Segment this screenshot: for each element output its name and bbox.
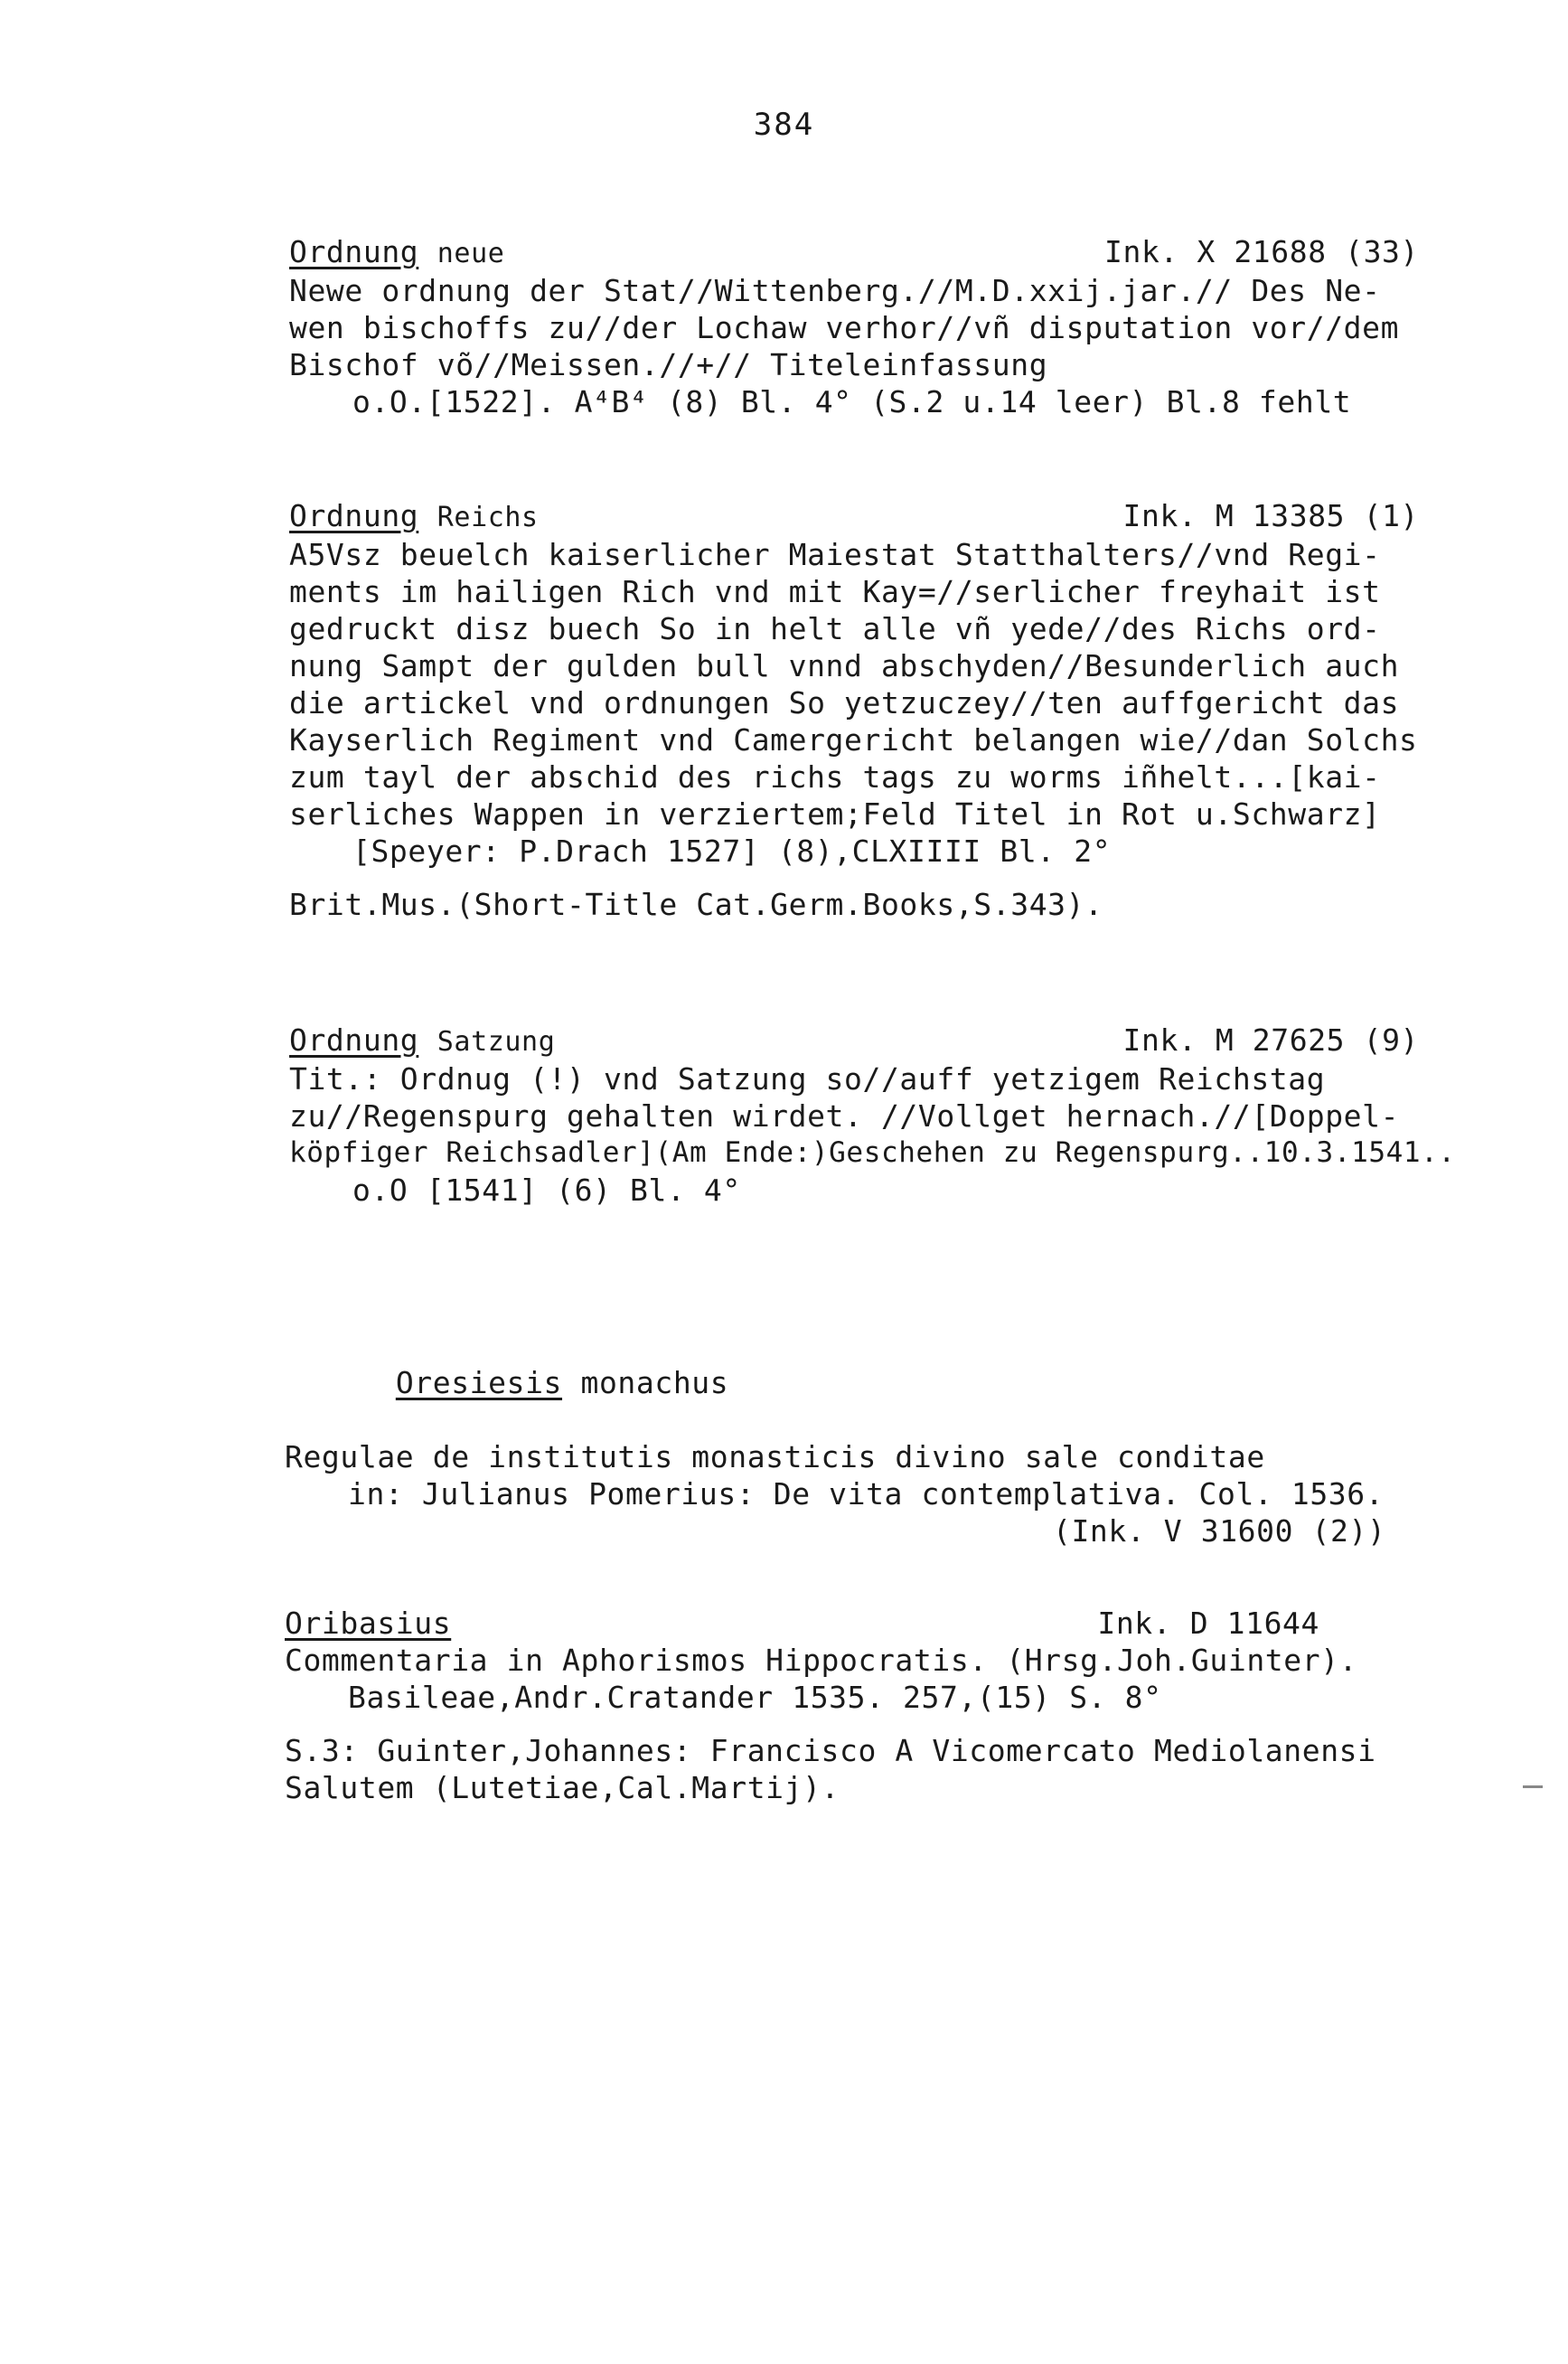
entry-text-line: wen bischoffs zu//der Lochaw verhor//vñ disputation vor//dem [289, 310, 1400, 345]
entry-oresiesis [285, 1327, 1487, 1549]
entry-text-line: A5Vsz beuelch kaiserlicher Maiestat Statthalters//vnd Regi- [289, 537, 1381, 572]
entry-text-line: Kayserlich Regiment vnd Camergericht belangen wie//dan Solchs [289, 722, 1418, 758]
entry-text-line: Tit.: Ordnug (!) vnd Satzung so//auff yetzigem Reichstag [289, 1061, 1326, 1097]
entry-ordnung-reichs [289, 497, 1491, 923]
entry-subkeyword: neue [437, 238, 505, 269]
entry-ordnung-neue [289, 233, 1491, 420]
margin-mark [1523, 1785, 1543, 1788]
entry-text-line: Bischof võ//Meissen.//+// Titeleinfassung [289, 347, 1048, 382]
entry-note-line: S.3: Guinter,Johannes: Francisco A Vicomercato Mediolanensi [285, 1733, 1376, 1768]
entry-heading [289, 233, 1455, 272]
entry-subkeyword: Reichs [437, 502, 539, 533]
entry-heading [289, 1022, 1455, 1060]
entry-keyword: Oresiesis [395, 1365, 563, 1400]
entry-heading [285, 1605, 1451, 1642]
entry-keyword: Ordnung [289, 498, 419, 533]
entry-signature: (Ink. V 31600 (2)) [1053, 1513, 1386, 1549]
entry-signature: Ink. X 21688 (33) [1104, 234, 1419, 269]
entry-keyword: Ordnung [289, 1022, 419, 1058]
entry-signature: Ink. M 13385 (1) [1122, 498, 1419, 533]
entry-subkeyword: monachus [580, 1365, 729, 1400]
entry-text-line: serliches Wappen in verziertem;Feld Titel in Rot u.Schwarz] [289, 796, 1381, 832]
entry-keyword: Ordnung [289, 234, 419, 269]
entry-oribasius [285, 1605, 1487, 1806]
page-number: 384 [753, 107, 815, 143]
entry-text-line: gedruckt disz buech So in helt alle vñ yede//des Richs ord- [289, 611, 1381, 646]
entry-imprint: [Speyer: P.Drach 1527] (8),CLXIIII Bl. 2° [352, 834, 1112, 869]
entry-text-line: zu//Regenspurg gehalten wirdet. //Vollget hernach.//[Doppel- [289, 1098, 1400, 1134]
entry-signature: Ink. M 27625 (9) [1122, 1022, 1419, 1058]
entry-text-line: ments im hailigen Rich vnd mit Kay=//serlicher freyhait ist [289, 574, 1381, 609]
entry-text-line: Commentaria in Aphorismos Hippocratis. (Hrsg.Joh.Guinter). [285, 1643, 1358, 1678]
entry-text-line: Regulae de institutis monasticis divino sale conditae [285, 1439, 1265, 1474]
entry-keyword: Oribasius [285, 1606, 452, 1641]
entry-text-line: die artickel vnd ordnungen So yetzuczey//ten auffgericht das [289, 685, 1400, 721]
entry-text-line: zum tayl der abschid des richs tags zu worms iñhelt...[kai- [289, 759, 1381, 795]
entry-signature: Ink. D 11644 [1097, 1606, 1319, 1641]
entry-imprint: o.O.[1522]. A⁴B⁴ (8) Bl. 4° (S.2 u.14 leer) Bl.8 fehlt [352, 384, 1352, 419]
entry-heading [285, 1327, 1487, 1438]
entry-imprint: Basileae,Andr.Cratander 1535. 257,(15) S. 8° [348, 1680, 1162, 1715]
entry-text-line: nung Sampt der gulden bull vnnd abschyden//Besunderlich auch [289, 648, 1400, 683]
entry-subkeyword: Satzung [437, 1026, 556, 1058]
entry-imprint: in: Julianus Pomerius: De vita contemplativa. Col. 1536. [348, 1476, 1385, 1512]
entry-note: Brit.Mus.(Short-Title Cat.Germ.Books,S.343). [289, 887, 1103, 922]
entry-text-line: köpfiger Reichsadler](Am Ende:)Geschehen zu Regenspurg..10.3.1541.. [289, 1136, 1456, 1169]
entry-heading [289, 497, 1455, 536]
entry-note-line: Salutem (Lutetiae,Cal.Martij). [285, 1770, 840, 1805]
entry-ordnung-satzung [289, 1022, 1491, 1209]
entry-text-line: Newe ordnung der Stat//Wittenberg.//M.D.xxij.jar.// Des Ne- [289, 273, 1381, 308]
entry-imprint: o.O [1541] (6) Bl. 4° [352, 1173, 741, 1208]
